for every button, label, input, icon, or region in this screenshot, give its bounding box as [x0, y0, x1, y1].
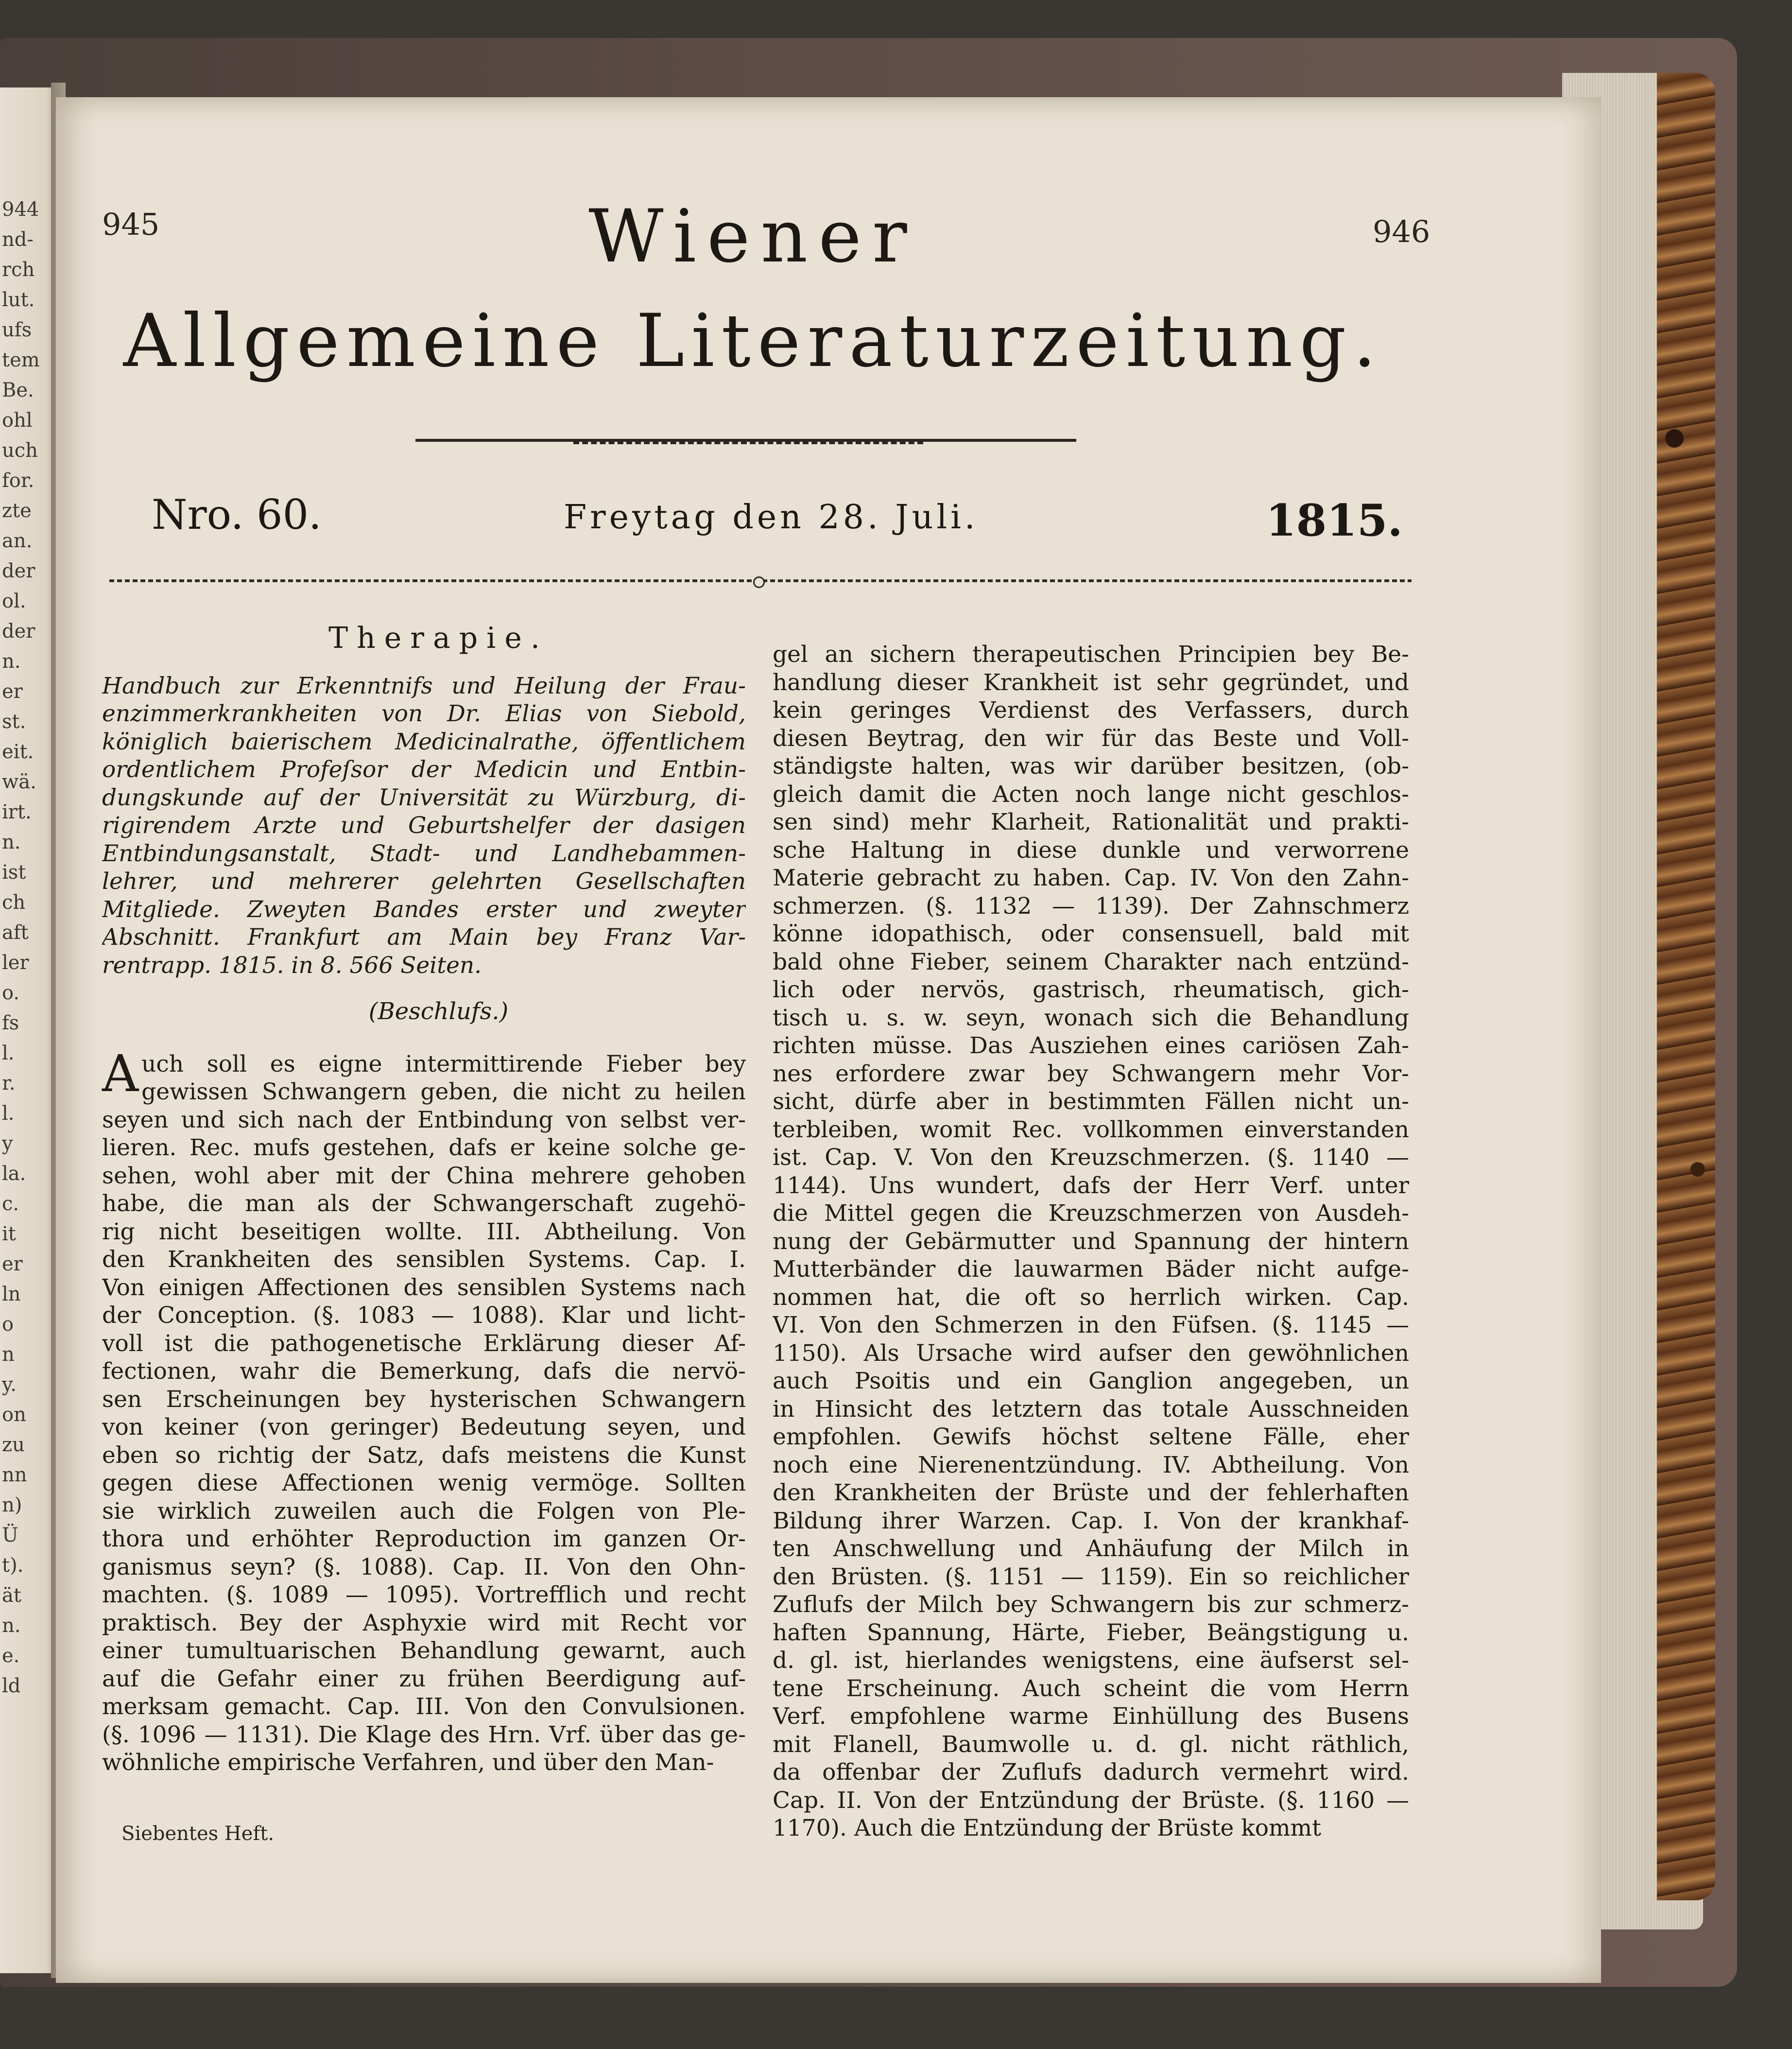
text-line: nes erfordere zwar bey Schwangern mehr Vor- [773, 1060, 1409, 1087]
text-line: den Brüsten. (§. 1151 — 1159). Ein so reichlicher [773, 1563, 1409, 1590]
text-line: den Krankheiten des sensiblen Systems. Cap. I. [102, 1246, 746, 1273]
text-line: ständigste halten, was wir darüber besitzen, (ob- [773, 753, 1409, 780]
text-line: sicht, dürfe aber in bestimmten Fällen nicht un- [773, 1088, 1409, 1115]
text-line: nommen hat, die oft so herrlich wirken. Cap. [773, 1284, 1409, 1311]
text-line: Mitgliede. Zweyten Bandes erster und zweyter [102, 896, 746, 923]
text-line: merksam gemacht. Cap. III. Von den Convulsionen. [102, 1693, 746, 1720]
text-line: (§. 1096 — 1131). Die Klage des Hrn. Vrf. über das ge- [102, 1721, 746, 1748]
left-column-body [102, 1078, 746, 1777]
text-line: sen sind) mehr Klarheit, Rationalität und prakti- [773, 809, 1409, 835]
drop-cap: A [102, 1043, 139, 1103]
text-line: rentrapp. 1815. in 8. 566 Seiten. [102, 952, 482, 979]
text-line: sen Erscheinungen bey hysterischen Schwangern [102, 1386, 746, 1413]
text-line: in Hinsicht des letztern das totale Ausschneiden [773, 1395, 1409, 1423]
left-page-fragment [0, 87, 57, 1973]
text-line: terbleiben, womit Rec. vollkommen einverstanden [773, 1116, 1409, 1143]
text-line: die Mittel gegen die Kreuzschmerzen von Ausdeh- [773, 1200, 1409, 1227]
text-line: rigirendem Arzte und Geburtshelfer der dasigen [102, 812, 746, 839]
text-line: sche Haltung in diese dunkle und verworrene [773, 836, 1409, 864]
header-divider-ornament [753, 576, 765, 588]
text-line: seyen und sich nach der Entbindung von selbst ver- [102, 1106, 746, 1133]
left-page-text: 944 nd- rch lut. ufs tem Be. ohl uch for. zte an. der ol. der n. er st. eit. wä. irt. n. ist ch aft ler o. fs l. r. l. y la. c. it er ln o n y. on zu nn n) Ü t). ät n. e. ld [2, 198, 40, 1697]
text-line: kein geringes Verdienst des Verfassers, durch [773, 697, 1409, 724]
text-line: diesen Beytrag, den wir für das Beste und Voll- [773, 725, 1409, 752]
text-line: ordentlichem Profeſsor der Medicin und Entbin- [102, 756, 746, 783]
text-line: von keiner (von geringer) Bedeutung seyen, und [102, 1414, 746, 1441]
text-line: lehrer, und mehrerer gelehrten Gesellschaften [102, 868, 746, 895]
issue-number: Nro. 60. [152, 491, 322, 538]
text-line: Zuflufs der Milch bey Schwangern bis zur schmerz- [773, 1591, 1409, 1618]
text-line: habe, die man als der Schwangerschaft zugehö- [102, 1190, 746, 1217]
text-line: auch Psoitis und ein Ganglion angegeben, un [773, 1368, 1409, 1394]
masthead-title-line2: Allgemeine Literaturzeitung. [123, 299, 1383, 383]
text-line: gegen diese Affectionen wenig vermöge. Sollten [102, 1470, 746, 1496]
text-line: Abschnitt. Frankfurt am Main bey Franz Var- [102, 924, 746, 951]
text-line: den Krankheiten der Brüste und der fehlerhaften [773, 1479, 1409, 1506]
text-line: enzimmerkrankheiten von Dr. Elias von Siebold, [102, 700, 746, 727]
text-line: tene Erscheinung. Auch scheint die vom Herrn [773, 1675, 1409, 1702]
continued-note: (Beschlufs.) [368, 998, 509, 1025]
text-line: tisch u. s. w. seyn, wonach sich die Behandlung [773, 1004, 1409, 1031]
text-line: noch eine Nierenentzündung. IV. Abtheilung. Von [773, 1451, 1409, 1478]
text-line: haften Spannung, Härte, Fieber, Beängstigung u. [773, 1619, 1409, 1646]
first-line: uch soll es eigne intermittirende Fieber bey [141, 1050, 746, 1077]
text-line: auf die Gefahr einer zu frühen Beerdigung auf- [102, 1665, 746, 1692]
marbled-fore-edge [1657, 73, 1715, 1900]
issue-year: 1815. [1266, 495, 1403, 546]
text-line: Mutterbänder die lauwarmen Bäder nicht aufge- [773, 1256, 1409, 1283]
text-line: d. gl. ist, hierlandes wenigstens, eine äufserst sel- [773, 1647, 1409, 1674]
text-line: dungskunde auf der Universität zu Würzburg, di- [102, 784, 746, 811]
text-line: Materie gebracht zu haben. Cap. IV. Von den Zahn- [773, 865, 1409, 891]
text-line: gleich damit die Acten noch lange nicht geschlos- [773, 781, 1409, 808]
text-line: königlich baierischem Medicinalrathe, öffentlichem [102, 728, 746, 755]
text-line: voll ist die pathogenetische Erklärung dieser Af- [102, 1330, 746, 1357]
text-line: sehen, wohl aber mit der China mehrere gehoben [102, 1162, 746, 1189]
text-line: lieren. Rec. mufs gestehen, dafs er keine solche ge- [102, 1134, 746, 1161]
text-line: Von einigen Affectionen des sensiblen Systems nach [102, 1274, 746, 1301]
text-line: handlung dieser Krankheit ist sehr gegründet, und [773, 669, 1409, 696]
text-line: ten Anschwellung und Anhäufung der Milch in [773, 1535, 1409, 1562]
text-line: könne idopathisch, oder consensuell, bald mit [773, 920, 1409, 947]
text-line: thora und erhöhter Reproduction im ganzen Or- [102, 1526, 746, 1552]
text-line: der Conception. (§. 1083 — 1088). Klar und licht- [102, 1302, 746, 1329]
text-line: Bildung ihrer Warzen. Cap. I. Von der krankhaf- [773, 1507, 1409, 1534]
text-line: praktisch. Bey der Asphyxie wird mit Recht vor [102, 1609, 746, 1636]
text-line: empfohlen. Gewifs höchst seltene Fälle, eher [773, 1424, 1409, 1450]
text-line: Cap. II. Von der Entzündung der Brüste. (§. 1160 — [773, 1787, 1409, 1814]
footer-signature: Siebentes Heft. [121, 1823, 275, 1845]
right-column [773, 641, 1409, 1842]
issue-date: Freytag den 28. Juli. [564, 498, 979, 537]
text-line: gel an sichern therapeutischen Principien bey Be- [773, 641, 1409, 668]
text-line: mit Flanell, Baumwolle u. d. gl. nicht räthlich, [773, 1731, 1409, 1758]
text-line: nung der Gebärmutter und Spannung der hintern [773, 1228, 1409, 1255]
text-line: 1144). Uns wundert, dafs der Herr Verf. unter [773, 1172, 1409, 1199]
text-line: Handbuch zur Erkenntnifs und Heilung der Frau- [102, 672, 746, 699]
left-column [102, 621, 746, 1777]
text-line: gewissen Schwangern geben, die nicht zu heilen [141, 1078, 746, 1105]
text-line: fectionen, wahr die Bemerkung, dafs die nervö- [102, 1358, 746, 1385]
text-line: machten. (§. 1089 — 1095). Vortrefflich und recht [102, 1581, 746, 1608]
masthead-rule-accent [573, 441, 923, 444]
section-heading: Therapie. [328, 621, 549, 655]
text-line: 1150). Als Ursache wird aufser den gewöhnlichen [773, 1339, 1409, 1367]
page-number-left: 945 [102, 207, 160, 242]
right-column-body [773, 641, 1409, 1842]
text-line: rig nicht beseitigen wollte. III. Abtheilung. Von [102, 1218, 746, 1245]
text-line: Entbindungsanstalt, Stadt- und Landhebammen- [102, 840, 746, 867]
text-line: lich oder nervös, gastrisch, rheumatisch, gich- [773, 976, 1409, 1003]
text-line: wöhnliche empirische Verfahren, und über den Man- [102, 1749, 714, 1776]
text-line: 1170). Auch die Entzündung der Brüste kommt [773, 1815, 1322, 1841]
text-line: da offenbar der Zuflufs dadurch vermehrt wird. [773, 1759, 1409, 1786]
text-line: sie wirklich zuweilen auch die Folgen von Ple- [102, 1497, 746, 1525]
text-line: schmerzen. (§. 1132 — 1139). Der Zahnschmerz [773, 892, 1409, 920]
masthead-title-line1: Wiener [588, 194, 918, 279]
text-line: einer tumultuarischen Behandlung gewarnt, auch [102, 1637, 746, 1664]
text-line: Verf. empfohlene warme Einhüllung des Busens [773, 1703, 1409, 1730]
text-line: bald ohne Fieber, seinem Charakter nach entzünd- [773, 948, 1409, 975]
text-line: eben so richtig der Satz, dafs meistens die Kunst [102, 1441, 746, 1469]
text-line: VI. Von den Schmerzen in den Füfsen. (§. 1145 — [773, 1312, 1409, 1338]
text-line: richten müsse. Das Ausziehen eines cariösen Zah- [773, 1032, 1409, 1059]
book-citation [102, 672, 746, 980]
text-line: ganismus seyn? (§. 1088). Cap. II. Von den Ohn- [102, 1553, 746, 1580]
text-line: ist. Cap. V. Von den Kreuzschmerzen. (§. 1140 — [773, 1144, 1409, 1171]
page-number-right: 946 [1373, 214, 1430, 249]
